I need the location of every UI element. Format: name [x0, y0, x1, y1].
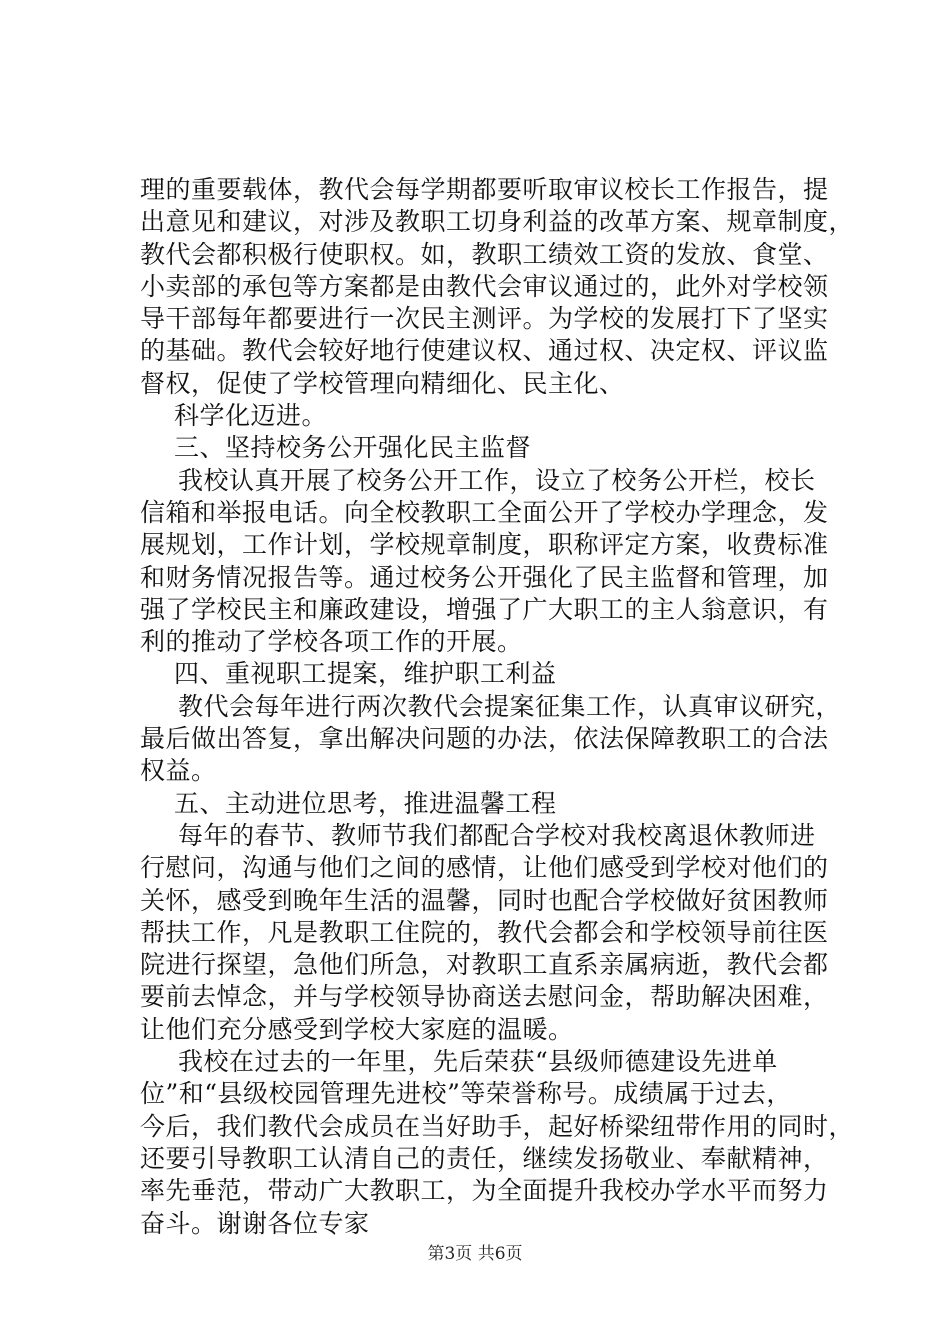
- paragraph-start: 我校认真开展了校务公开工作，设立了校务公开栏，校长: [178, 465, 816, 495]
- text-line: 和财务情况报告等。通过校务公开强化了民主监督和管理，加: [140, 562, 829, 592]
- text-line: 导干部每年都要进行一次民主测评。为学校的发展打下了坚实: [140, 304, 829, 334]
- text-line: 小卖部的承包等方案都是由教代会审议通过的，此外对学校领: [140, 271, 829, 301]
- text-line: 利的推动了学校各项工作的开展。: [140, 627, 523, 657]
- text-line: 院进行探望，急他们所急，对教职工直系亲属病逝，教代会都: [140, 950, 829, 980]
- text-line: 行慰问，沟通与他们之间的感情，让他们感受到学校对他们的: [140, 853, 829, 883]
- section-heading-5: 五、主动进位思考，推进温馨工程: [174, 788, 557, 818]
- text-line: 关怀，感受到晚年生活的温馨，同时也配合学校做好贫困教师: [140, 885, 829, 915]
- text-line: 强了学校民主和廉政建设，增强了广大职工的主人翁意识，有: [140, 594, 829, 624]
- text-line: 教代会都积极行使职权。如，教职工绩效工资的发放、食堂、: [140, 239, 829, 269]
- text-line: 督权，促使了学校管理向精细化、民主化、: [140, 368, 625, 398]
- text-line: 权益。: [140, 756, 217, 786]
- section-heading-4: 四、重视职工提案，维护职工利益: [174, 659, 557, 689]
- text-line: 让他们充分感受到学校大家庭的温暖。: [140, 1014, 574, 1044]
- text-line: 展规划，工作计划，学校规章制度，职称评定方案，收费标准: [140, 530, 829, 560]
- document-body: [140, 174, 855, 1240]
- text-line: 最后做出答复，拿出解决问题的办法，依法保障教职工的合法: [140, 724, 829, 754]
- text-line: 要前去悼念，并与学校领导协商送去慰问金，帮助解决困难，: [140, 982, 829, 1012]
- text-line: 奋斗。谢谢各位专家: [140, 1208, 370, 1238]
- text-line: 还要引导教职工认清自己的责任，继续发扬敬业、奉献精神，: [140, 1143, 829, 1173]
- text-line: 今后，我们教代会成员在当好助手，起好桥梁纽带作用的同时，: [140, 1111, 855, 1141]
- paragraph-start: 每年的春节、教师节我们都配合学校对我校离退休教师进: [178, 820, 816, 850]
- paragraph-start: 教代会每年进行两次教代会提案征集工作，认真审议研究，: [178, 691, 842, 721]
- section-heading-3: 三、坚持校务公开强化民主监督: [174, 433, 532, 463]
- text-line: 理的重要载体，教代会每学期都要听取审议校长工作报告，提: [140, 175, 829, 204]
- page-number-footer: 第3页 共6页: [427, 1244, 523, 1264]
- text-line: 率先垂范，带动广大教职工，为全面提升我校办学水平而努力: [140, 1176, 829, 1206]
- text-line: 的基础。教代会较好地行使建议权、通过权、决定权、评议监: [140, 336, 829, 366]
- text-line: 信箱和举报电话。向全校教职工全面公开了学校办学理念，发: [140, 497, 829, 527]
- text-line: 出意见和建议，对涉及教职工切身利益的改革方案、规章制度，: [140, 207, 855, 237]
- text-line: 科学化迈进。: [174, 401, 328, 431]
- text-line: 帮扶工作，凡是教职工住院的，教代会都会和学校领导前往医: [140, 917, 829, 947]
- paragraph-start: 我校在过去的一年里，先后荣获“县级师德建设先进单: [178, 1047, 778, 1077]
- text-line: 位”和“县级校园管理先进校”等荣誉称号。成绩属于过去，: [140, 1079, 792, 1109]
